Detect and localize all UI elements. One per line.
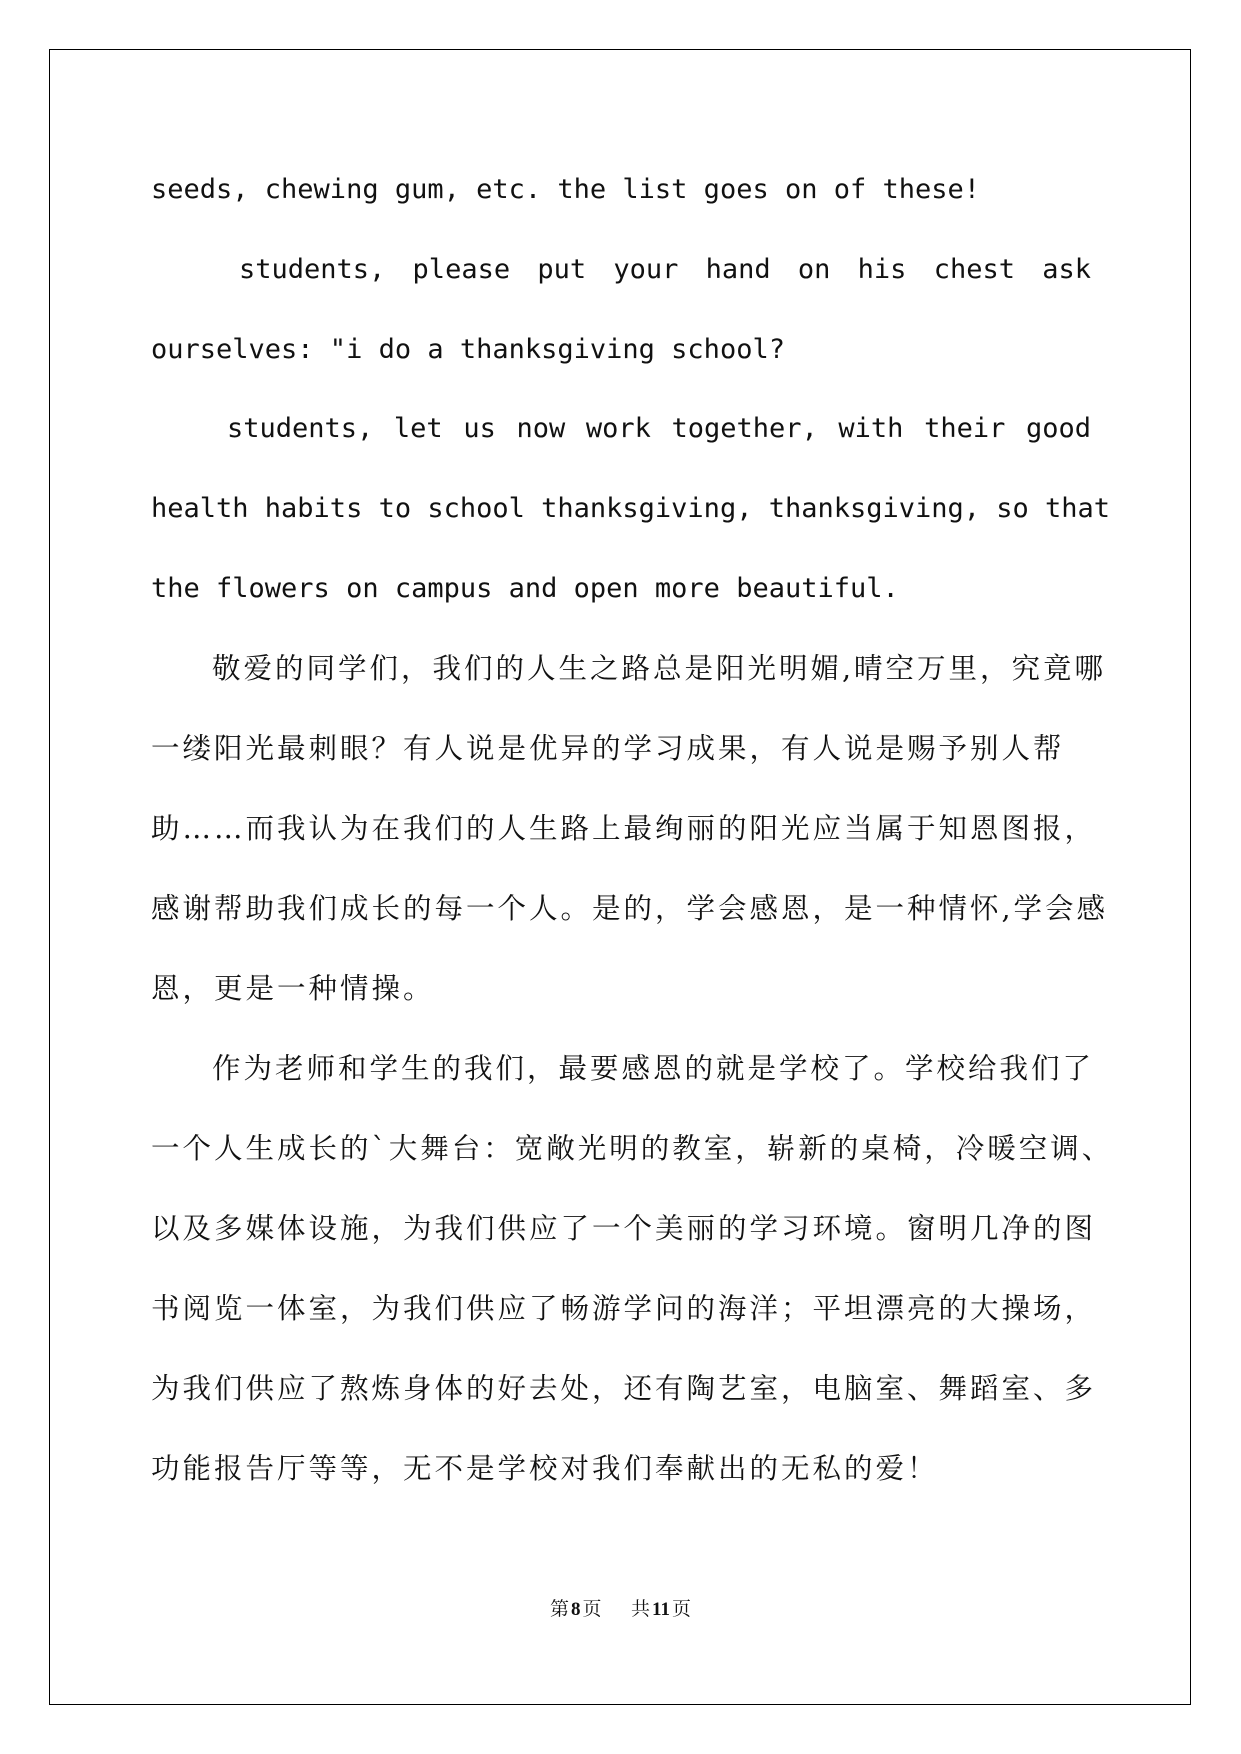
text-line: 敬爱的同学们，我们的人生之路总是阳光明媚,晴空万里，究竟哪: [212, 652, 1107, 685]
total-prefix: 共: [631, 1599, 651, 1620]
text-line: ourselves: "i do a thanksgiving school?: [151, 334, 785, 365]
text-line: seeds, chewing gum, etc. the list goes on of these!: [151, 174, 981, 205]
text-line: 助……而我认为在我们的人生路上最绚丽的阳光应当属于知恩图报，: [151, 812, 1097, 845]
text-line: 感谢帮助我们成长的每一个人。是的，学会感恩，是一种情怀,学会感: [151, 892, 1109, 925]
page-number: 8: [571, 1599, 581, 1620]
text-line: 一个人生成长的`大舞台：宽敞光明的教室，崭新的桌椅，冷暖空调、: [151, 1132, 1114, 1165]
text-line: 作为老师和学生的我们，最要感恩的就是学校了。学校给我们了: [212, 1052, 1095, 1085]
text-line: health habits to school thanksgiving, thanksgiving, so that: [151, 493, 1111, 524]
text-line: 功能报告厅等等，无不是学校对我们奉献出的无私的爱！: [151, 1452, 939, 1485]
total-pages: 11: [652, 1599, 670, 1620]
total-suffix: 页: [671, 1599, 691, 1620]
text-line: students, let us now work together, with their good: [227, 413, 1091, 444]
text-line: 以及多媒体设施，为我们供应了一个美丽的学习环境。窗明几净的图: [151, 1212, 1097, 1245]
text-line: 恩，更是一种情操。: [151, 972, 435, 1005]
text-line: students, please put your hand on his chest ask: [239, 254, 1091, 285]
text-line: 书阅览一体室，为我们供应了畅游学问的海洋；平坦漂亮的大操场，: [151, 1292, 1097, 1325]
text-line: 一缕阳光最刺眼？有人说是优异的学习成果，有人说是赐予别人帮: [151, 732, 1065, 765]
text-line: 为我们供应了熬炼身体的好去处，还有陶艺室，电脑室、舞蹈室、多: [151, 1372, 1097, 1405]
page-footer: [0, 1598, 1241, 1622]
page-suffix: 页: [582, 1599, 602, 1620]
page-prefix: 第: [549, 1599, 569, 1620]
text-line: the flowers on campus and open more beautiful.: [151, 573, 899, 604]
